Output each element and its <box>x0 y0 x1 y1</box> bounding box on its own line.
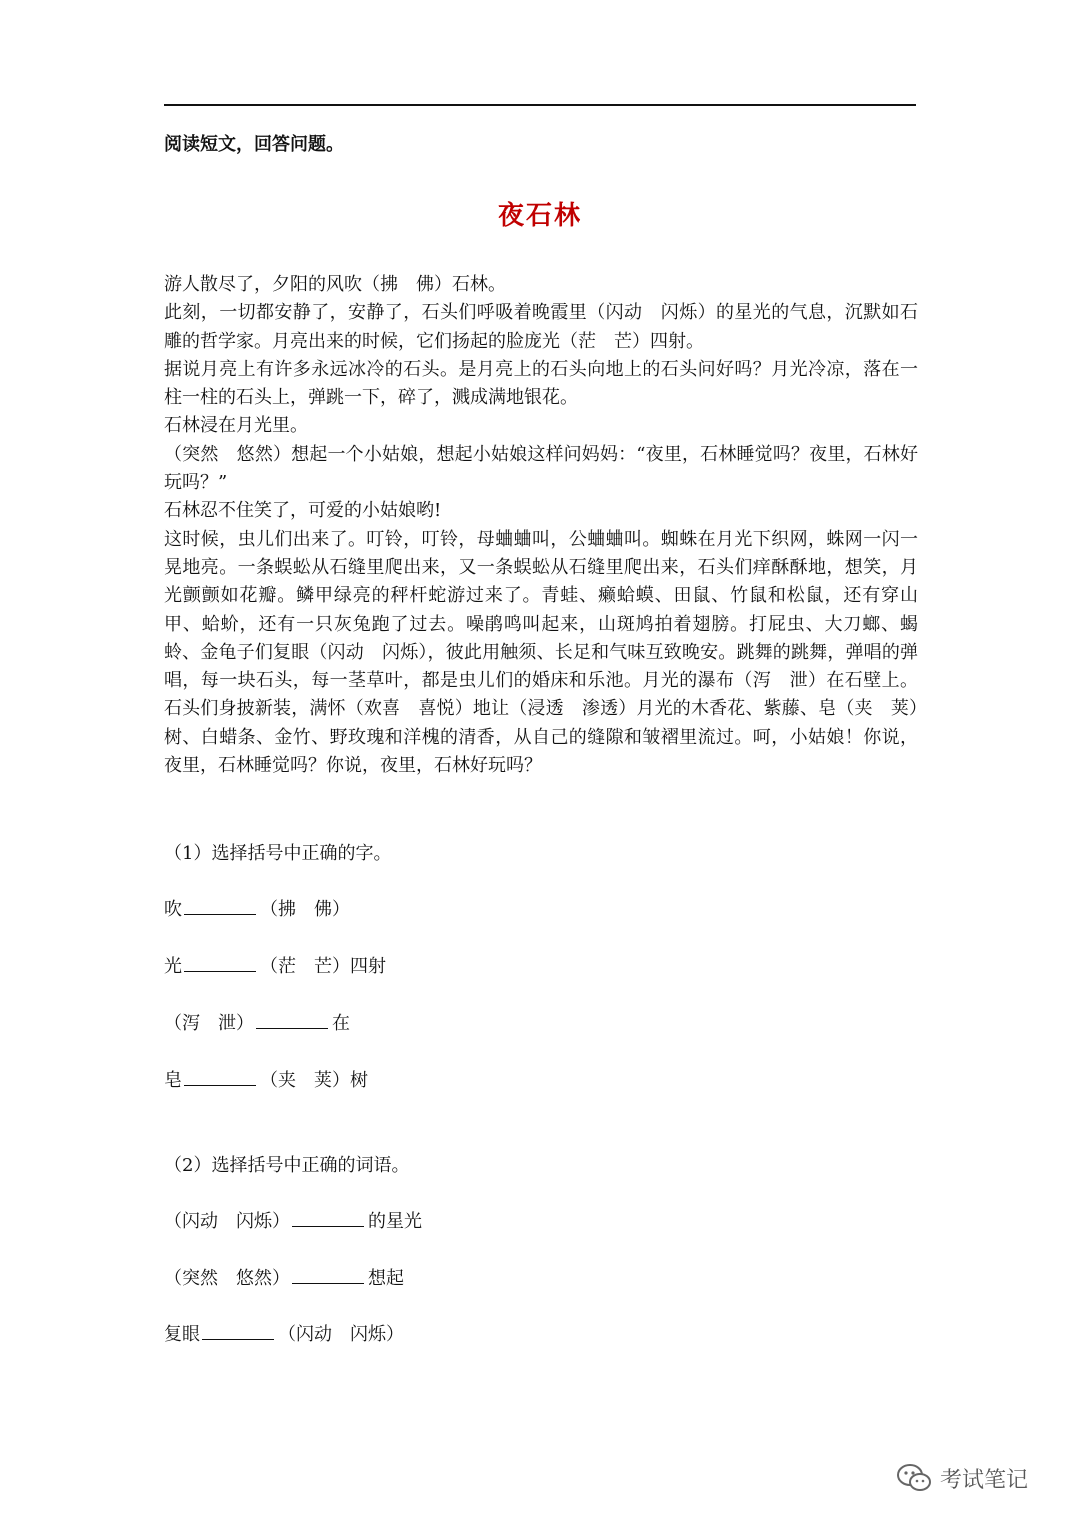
paragraph-5: （突然 悠然）想起一个小姑娘，想起小姑娘这样问妈妈：“夜里，石林睡觉吗？夜里，石林好玩吗？” <box>164 443 918 494</box>
question-2-item-3 <box>164 1321 404 1349</box>
paragraph-4: 石林浸在月光里。 <box>164 415 308 437</box>
item-suffix: （夹 荚）树 <box>260 1070 368 1091</box>
question-1-item-1 <box>164 896 350 924</box>
item-prefix: （突然 悠然） <box>164 1268 290 1289</box>
wechat-icon <box>896 1463 932 1493</box>
question-1-item-3 <box>164 1010 350 1038</box>
item-prefix: 吹 <box>164 899 182 920</box>
item-suffix: 想起 <box>368 1268 404 1289</box>
paragraph-7: 这时候，虫儿们出来了。叮铃，叮铃，母蛐蛐叫，公蛐蛐叫。蜘蛛在月光下织网，蛛网一闪一晃地亮。一条蜈蚣从石缝里爬出来，又一条蜈蚣从石缝里爬出来，石头们痒酥酥地，想笑，月光颤颤如花瓣。鳞甲绿亮的秤杆蛇游过来了。青蛙、癞蛤蟆、田鼠、竹鼠和松鼠，还有穿山甲、蛤蚧，还有一只灰兔跑了过去。噪鹃鸣叫起来，山斑鸠拍着翅膀。打屁虫、大刀螂、蝎蛉、金龟子们复眼（闪动 闪烁），彼此用触须、长足和气味互致晚安。跳舞的跳舞，弹唱的弹唱，每一块石头，每一茎草叶，都是虫儿们的婚床和乐池。月光的瀑布（泻 泄）在石壁上。石头们身披新装，满怀（欢喜 喜悦）地让（浸透 渗透）月光的木香花、紫藤、皂（夹 荚）树、白蜡条、金竹、野玫瑰和洋槐的清香，从自己的缝隙和皱褶里流过。呵，小姑娘！你说，夜里，石林睡觉吗？你说，夜里，石林好玩吗？ <box>164 528 918 777</box>
item-suffix: （拂 佛） <box>260 899 350 920</box>
wechat-watermark <box>896 1458 1028 1498</box>
item-prefix: （泻 泄） <box>164 1013 254 1034</box>
watermark-label: 考试笔记 <box>940 1467 1029 1493</box>
question-1-item-2 <box>164 953 386 981</box>
header-rule <box>164 104 916 106</box>
question-1-heading: （1）选择括号中正确的字。 <box>164 843 392 864</box>
instruction-text: 阅读短文，回答问题。 <box>164 134 344 155</box>
paragraph-2: 此刻，一切都安静了，安静了，石头们呼吸着晚霞里（闪动 闪烁）的星光的气息，沉默如石雕的哲学家。月亮出来的时候，它们扬起的脸庞光（茫 芒）四射。 <box>164 302 918 352</box>
item-prefix: （闪动 闪烁） <box>164 1211 290 1232</box>
answer-blank[interactable] <box>292 1210 364 1227</box>
item-prefix: 皂 <box>164 1070 182 1091</box>
paragraph-6: 石林忍不住笑了，可爱的小姑娘哟! <box>164 500 442 522</box>
item-suffix: （闪动 闪烁） <box>278 1324 404 1345</box>
item-prefix: 复眼 <box>164 1324 200 1345</box>
item-suffix: 的星光 <box>368 1211 422 1232</box>
answer-blank[interactable] <box>184 898 256 915</box>
question-2-item-2 <box>164 1265 404 1293</box>
passage-body <box>164 271 918 780</box>
answer-blank[interactable] <box>202 1323 274 1340</box>
question-2-item-1 <box>164 1208 422 1236</box>
item-prefix: 光 <box>164 956 182 977</box>
passage-title: 夜石林 <box>497 201 582 231</box>
answer-blank[interactable] <box>292 1267 364 1284</box>
question-1-item-4 <box>164 1067 368 1095</box>
item-suffix: （茫 芒）四射 <box>260 956 386 977</box>
answer-blank[interactable] <box>256 1012 328 1029</box>
answer-blank[interactable] <box>184 1069 256 1086</box>
paragraph-3: 据说月亮上有许多永远冰冷的石头。是月亮上的石头向地上的石头问好吗？月光冷凉，落在一柱一柱的石头上，弹跳一下，碎了，溅成满地银花。 <box>164 358 918 409</box>
item-suffix: 在 <box>332 1013 350 1034</box>
question-2-heading: （2）选择括号中正确的词语。 <box>164 1155 410 1176</box>
answer-blank[interactable] <box>184 955 256 972</box>
paragraph-1: 游人散尽了，夕阳的风吹（拂 佛）石林。 <box>164 274 506 295</box>
